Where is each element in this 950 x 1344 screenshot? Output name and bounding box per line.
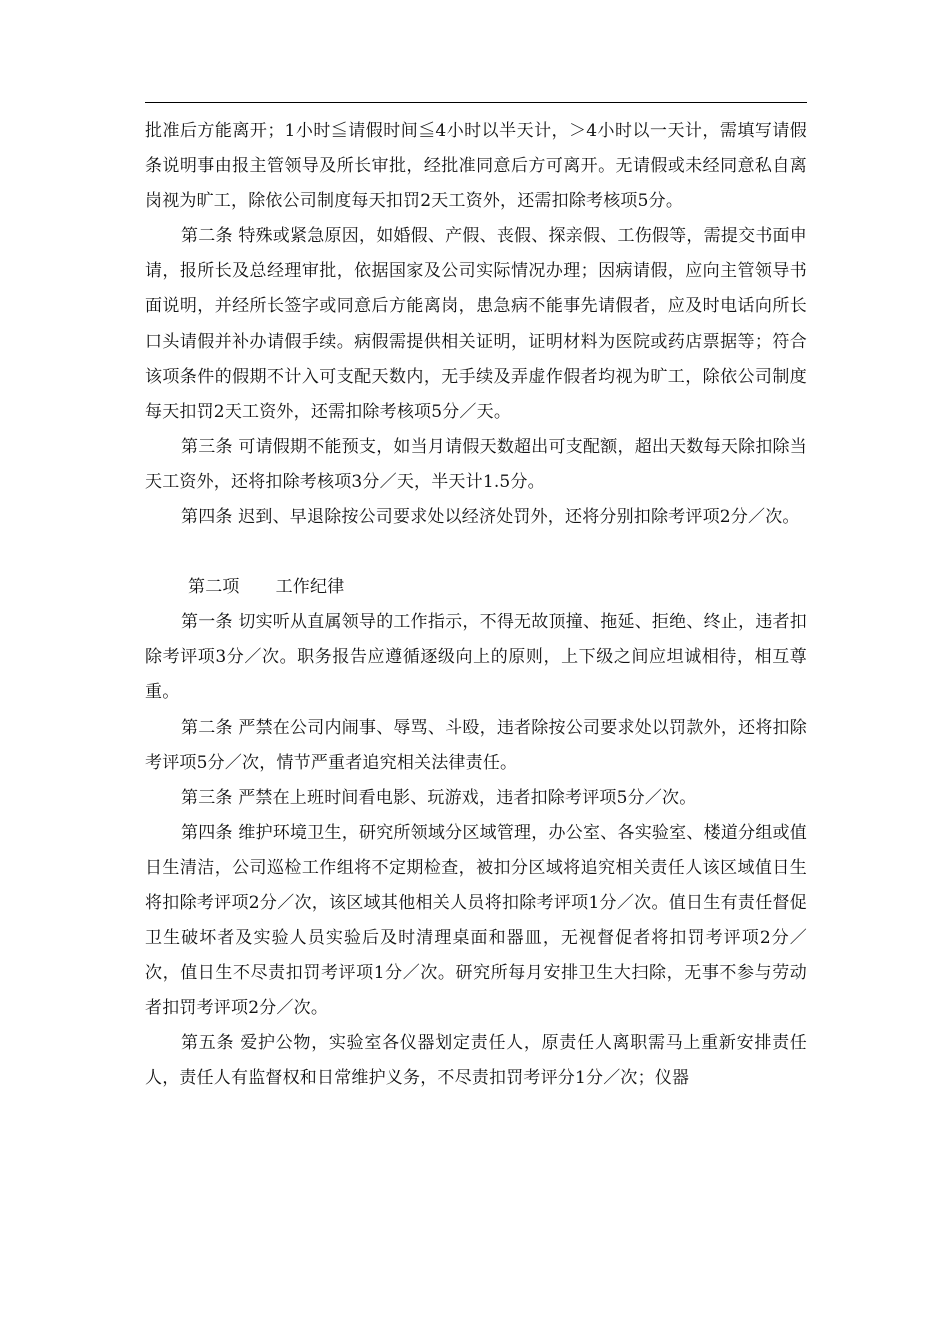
section-spacer [145,535,807,570]
intro-paragraph: 批准后方能离开；1小时≦请假时间≦4小时以半天计，＞4小时以一天计，需填写请假条说明事由报主管领导及所长审批，经批准同意后方可离开。无请假或未经同意私自离岗视为旷工，除依公司制度每天扣罚2天工资外，还需扣除考核项5分。 [145,121,807,212]
leave-article-3: 第三条 可请假期不能预支，如当月请假天数超出可支配额，超出天数每天除扣除当天工资外，还将扣除考核项3分／天，半天计1.5分。 [145,436,807,492]
discipline-article-3: 第三条 严禁在上班时间看电影、玩游戏，违者扣除考评项5分／次。 [181,787,697,808]
header-rule [145,102,807,103]
section-title: 工作纪律 [275,577,345,598]
discipline-article-5: 第五条 爱护公物，实验室各仪器划定责任人，原责任人离职需马上重新安排责任人，责任人有监督权和日常维护义务，不尽责扣罚考评分1分／次；仪器 [145,1033,807,1089]
discipline-article-2: 第二条 严禁在公司内闹事、辱骂、斗殴，违者除按公司要求处以罚款外，还将扣除考评项5分／次，情节严重者追究相关法律责任。 [145,717,807,773]
discipline-article-4: 第四条 维护环境卫生，研究所领域分区域管理，办公室、各实验室、楼道分组或值日生清洁，公司巡检工作组将不定期检查，被扣分区域将追究相关责任人该区域值日生将扣除考评项2分／次，该区域其他相关人员将扣除考评项1分／次。值日生有责任督促卫生破坏者及实验人员实验后及时清理桌面和器皿，无视督促者将扣罚考评项2分／次，值日生不尽责扣罚考评项1分／次。研究所每月安排卫生大扫除，无事不参与劳动者扣罚考评项2分／次。 [145,822,807,1019]
discipline-article-1: 第一条 切实听从直属领导的工作指示，不得无故顶撞、拖延、拒绝、终止，违者扣除考评项3分／次。职务报告应遵循逐级向上的原则，上下级之间应坦诚相待，相互尊重。 [145,612,807,703]
document-body [145,114,807,1097]
leave-article-2: 第二条 特殊或紧急原因，如婚假、产假、丧假、探亲假、工伤假等，需提交书面申请，报所长及总经理审批，依据国家及公司实际情况办理；因病请假，应向主管领导书面说明，并经所长签字或同意后方能离岗，患急病不能事先请假者，应及时电话向所长口头请假并补办请假手续。病假需提供相关证明，证明材料为医院或药店票据等；符合该项条件的假期不计入可支配天数内，无手续及弄虚作假者均视为旷工，除依公司制度每天扣罚2天工资外，还需扣除考核项5分／天。 [145,226,807,422]
leave-article-4: 第四条 迟到、早退除按公司要求处以经济处罚外，还将分别扣除考评项2分／次。 [181,507,800,528]
section-heading [145,570,807,605]
section-number: 第二项 [188,577,240,598]
